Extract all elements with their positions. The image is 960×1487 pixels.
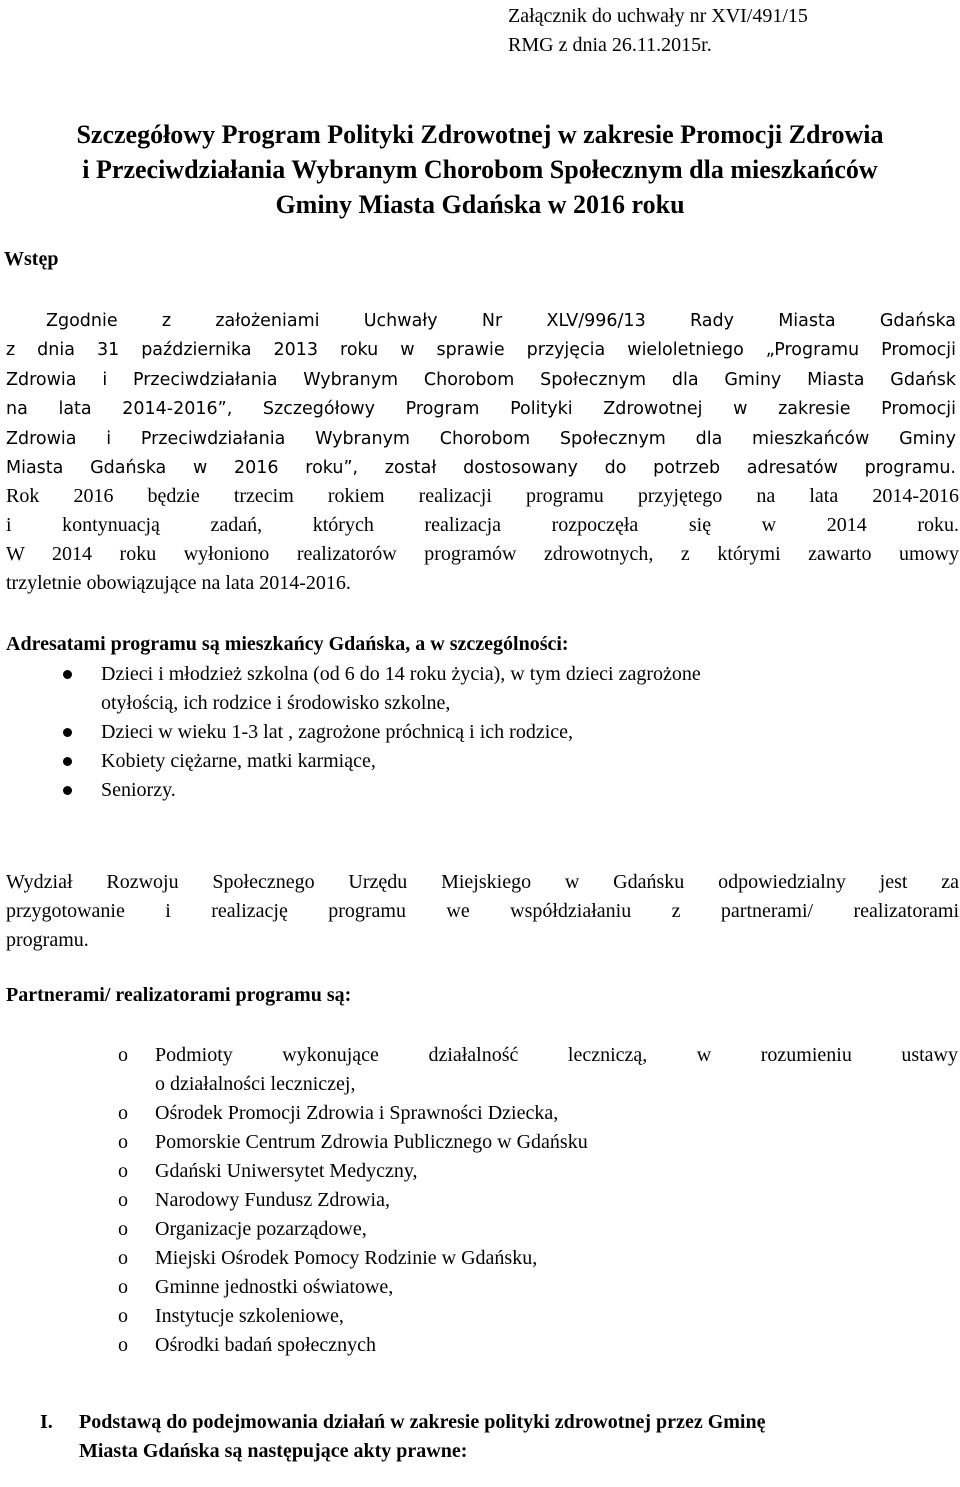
paragraph-line: Wydział Rozwoju Społecznego Urzędu Miejskiego w Gdańsku odpowiedzialny jest za [6, 871, 959, 893]
list-item [0, 1302, 960, 1331]
circle-bullet-icon: o [118, 1044, 128, 1066]
paragraph-line: Miasta Gdańska w 2016 roku”, został dostosowany do potrzeb adresatów programu. [6, 458, 956, 479]
section-heading [40, 1408, 960, 1466]
list-item-text: Ośrodki badań społecznych [155, 1334, 377, 1356]
circle-bullet-icon: o [118, 1102, 128, 1124]
list-item-text: Seniorzy. [101, 779, 176, 801]
section-title-line: Miasta Gdańska są następujące akty prawne: [79, 1440, 468, 1462]
intro-continuation [6, 482, 959, 598]
list-item [0, 1041, 960, 1099]
intro-heading: Wstęp [4, 248, 59, 270]
intro-paragraph [6, 307, 956, 483]
list-item-text: o działalności leczniczej, [155, 1073, 356, 1095]
list-item [0, 1128, 960, 1157]
circle-bullet-icon: o [118, 1305, 128, 1327]
list-item-text: Miejski Ośrodek Pomocy Rodzinie w Gdańsku, [155, 1247, 538, 1269]
list-item [0, 1273, 960, 1302]
list-item [0, 1244, 960, 1273]
list-item [0, 1215, 960, 1244]
paragraph-line: Rok 2016 będzie trzecim rokiem realizacji programu przyjętego na lata 2014-2016 [6, 485, 959, 507]
list-item-text: Ośrodek Promocji Zdrowia i Sprawności Dziecka, [155, 1102, 559, 1124]
bullet-icon [63, 786, 72, 795]
list-item-text: Gminne jednostki oświatowe, [155, 1276, 394, 1298]
list-item [0, 776, 960, 805]
circle-bullet-icon: o [118, 1218, 128, 1240]
section-title-line: Podstawą do podejmowania działań w zakresie polityki zdrowotnej przez Gminę [79, 1411, 766, 1433]
title-line: Szczegółowy Program Polityki Zdrowotnej w zakresie Promocji Zdrowia [76, 120, 884, 149]
list-item-text: Narodowy Fundusz Zdrowia, [155, 1189, 390, 1211]
list-item-text: Instytucje szkoleniowe, [155, 1305, 344, 1327]
list-item [0, 747, 960, 776]
list-item-text: Podmioty wykonujące działalność leczniczą, w rozumieniu ustawy [155, 1044, 958, 1066]
list-item-text: Organizacje pozarządowe, [155, 1218, 367, 1240]
paragraph-line: przygotowanie i realizację programu we współdziałaniu z partnerami/ realizatorami [6, 900, 959, 922]
paragraph-line: Zgodnie z założeniami Uchwały Nr XLV/996/13 Rady Miasta Gdańska [46, 311, 956, 331]
paragraph-line: trzyletnie obowiązujące na lata 2014-2016. [6, 572, 351, 594]
list-item [0, 1099, 960, 1128]
addressees-heading: Adresatami programu są mieszkańcy Gdańska, a w szczególności: [6, 633, 569, 655]
circle-bullet-icon: o [118, 1247, 128, 1269]
circle-bullet-icon: o [118, 1131, 128, 1153]
paragraph-line: Zdrowia i Przeciwdziałania Wybranym Chorobom Społecznym dla Gminy Miasta Gdańsk [6, 369, 956, 390]
document-title [0, 117, 960, 222]
circle-bullet-icon: o [118, 1334, 128, 1356]
list-item [0, 1186, 960, 1215]
responsible-paragraph [6, 868, 959, 955]
list-item-text: Dzieci w wieku 1-3 lat , zagrożone próchnicą i ich rodzice, [101, 721, 574, 743]
list-item [0, 718, 960, 747]
list-item-text: otyłością, ich rodzice i środowisko szkolne, [101, 692, 451, 714]
partners-heading: Partnerami/ realizatorami programu są: [6, 984, 352, 1006]
list-item [0, 660, 960, 718]
title-line: Gminy Miasta Gdańska w 2016 roku [275, 190, 685, 219]
list-item-text: Pomorskie Centrum Zdrowia Publicznego w Gdańsku [155, 1131, 588, 1153]
bullet-icon [63, 670, 72, 679]
circle-bullet-icon: o [118, 1276, 128, 1298]
partners-list [0, 1041, 960, 1360]
paragraph-line: i kontynuacją zadań, których realizacja rozpoczęła się w 2014 roku. [6, 514, 959, 536]
annex-note [508, 2, 808, 60]
circle-bullet-icon: o [118, 1189, 128, 1211]
paragraph-line: W 2014 roku wyłoniono realizatorów programów zdrowotnych, z którymi zawarto umowy [6, 543, 959, 565]
paragraph-line: Zdrowia i Przeciwdziałania Wybranym Chorobom Społecznym dla mieszkańców Gminy [6, 428, 956, 449]
addressees-list [0, 660, 960, 805]
paragraph-line: na lata 2014-2016”, Szczegółowy Program Polityki Zdrowotnej w zakresie Promocji [6, 399, 956, 420]
section-number: I. [40, 1411, 53, 1433]
paragraph-line: programu. [6, 929, 89, 951]
list-item-text: Dzieci i młodzież szkolna (od 6 do 14 roku życia), w tym dzieci zagrożone [101, 663, 701, 685]
list-item-text: Gdański Uniwersytet Medyczny, [155, 1160, 418, 1182]
list-item [0, 1331, 960, 1360]
circle-bullet-icon: o [118, 1160, 128, 1182]
list-item-text: Kobiety ciężarne, matki karmiące, [101, 750, 376, 772]
paragraph-line: z dnia 31 października 2013 roku w sprawie przyjęcia wieloletniego „Programu Promocji [6, 340, 956, 361]
annex-line: Załącznik do uchwały nr XVI/491/15 [508, 5, 808, 27]
title-line: i Przeciwdziałania Wybranym Chorobom Społecznym dla mieszkańców [82, 155, 878, 184]
list-item [0, 1157, 960, 1186]
bullet-icon [63, 728, 72, 737]
annex-line: RMG z dnia 26.11.2015r. [508, 34, 712, 56]
bullet-icon [63, 757, 72, 766]
